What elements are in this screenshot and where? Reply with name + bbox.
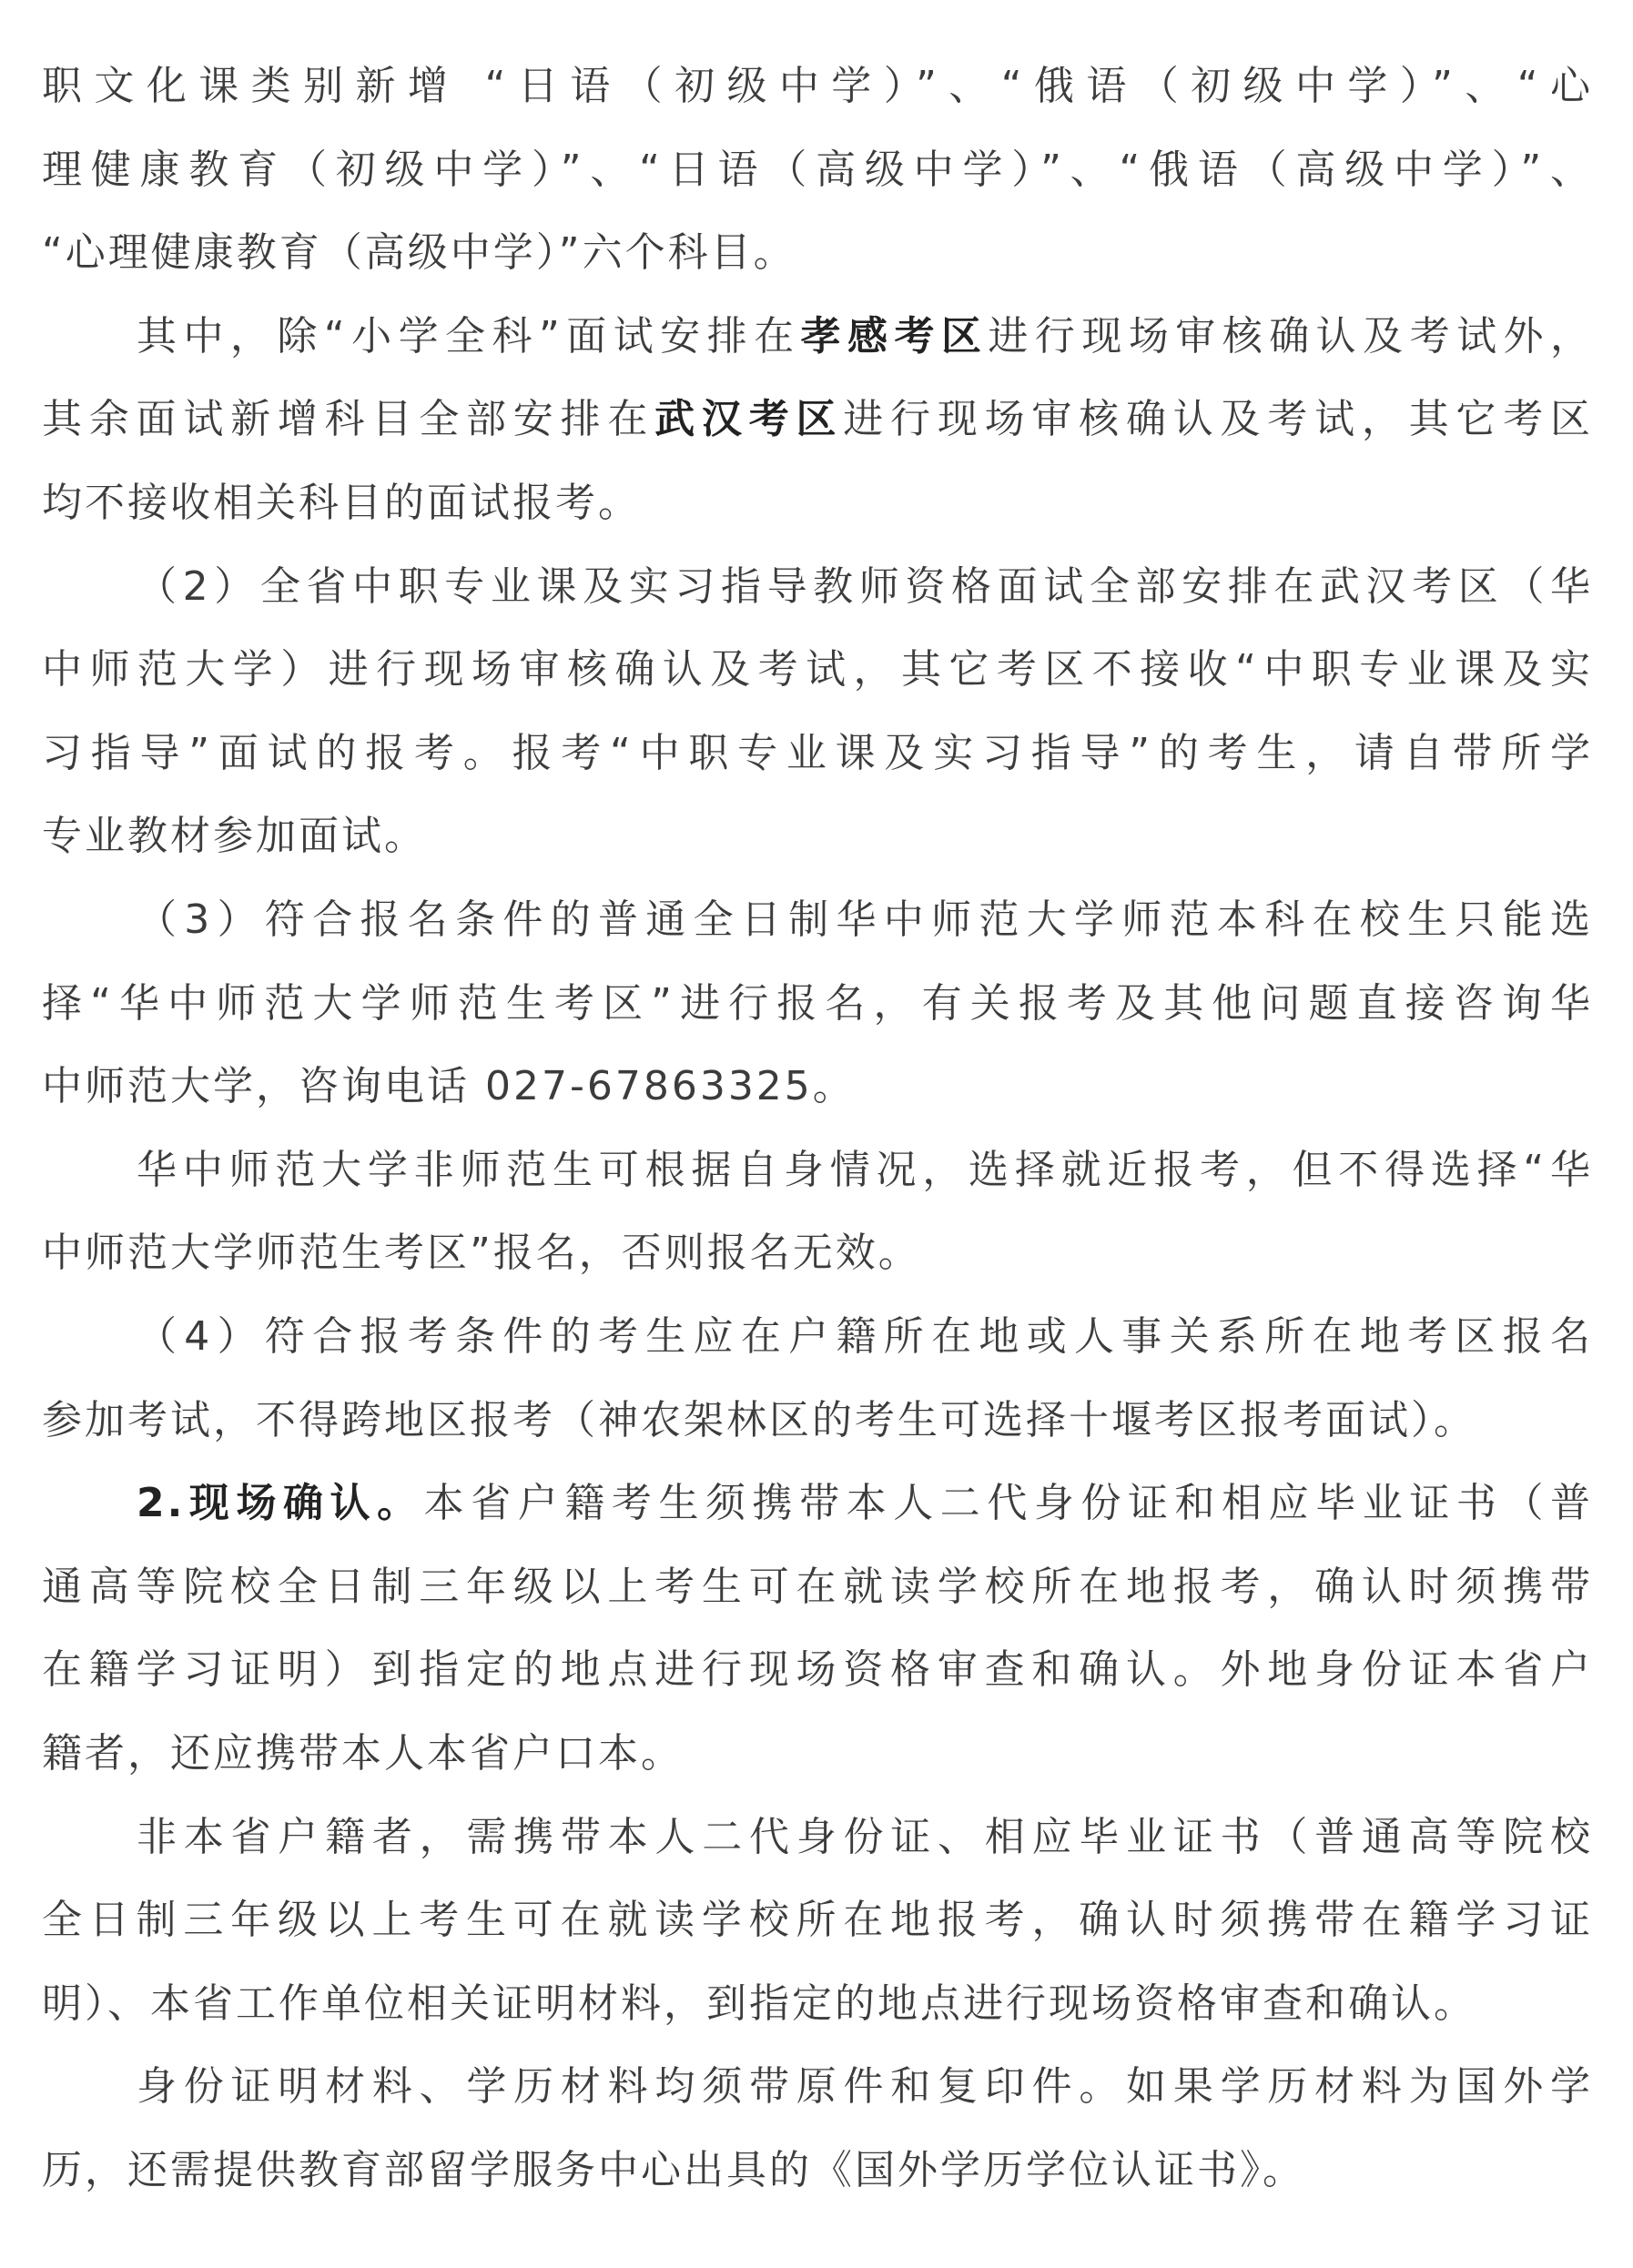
text-line bbox=[42, 893, 1593, 947]
text-segment: 其中，除“小学全科”面试安排在 bbox=[137, 312, 801, 359]
text-segment: 择“华中师范大学师范生考区”进行报名，有关报考及其他问题直接咨询华 bbox=[42, 979, 1593, 1027]
text-line bbox=[42, 809, 1593, 864]
text-line bbox=[42, 560, 1593, 614]
text-line bbox=[42, 2143, 1593, 2198]
text-line bbox=[42, 1977, 1593, 2031]
text-segment: “心理健康教育（高级中学）”六个科目。 bbox=[42, 229, 796, 277]
text-line bbox=[42, 1476, 1593, 1531]
text-segment: 均不接收相关科目的面试报考。 bbox=[42, 480, 641, 526]
text-segment: （4）符合报考条件的考生应在户籍所在地或人事关系所在地考区报名 bbox=[137, 1313, 1593, 1360]
text-line bbox=[42, 1810, 1593, 1865]
text-segment: 在籍学习证明）到指定的地点进行现场资格审查和确认。外地身份证本省户 bbox=[42, 1646, 1593, 1694]
text-line bbox=[42, 309, 1593, 364]
text-segment: 非本省户籍者，需携带本人二代身份证、相应毕业证书（普通高等院校 bbox=[137, 1813, 1593, 1860]
text-line bbox=[42, 2060, 1593, 2114]
text-line bbox=[42, 1059, 1593, 1114]
text-line bbox=[42, 1560, 1593, 1615]
text-line bbox=[42, 643, 1593, 697]
text-line bbox=[42, 392, 1593, 447]
text-line bbox=[42, 1393, 1593, 1448]
text-line bbox=[42, 726, 1593, 781]
text-segment: 理健康教育（初级中学）”、“日语（高级中学）”、“俄语（高级中学）”、 bbox=[42, 146, 1593, 193]
text-segment: （2）全省中职专业课及实习指导教师资格面试全部安排在武汉考区（华 bbox=[137, 562, 1593, 610]
bold-text: 武汉考区 bbox=[654, 396, 844, 443]
text-segment: 通高等院校全日制三年级以上考生可在就读学校所在地报考，确认时须携带 bbox=[42, 1563, 1593, 1610]
text-line bbox=[42, 1893, 1593, 1948]
bold-text: 孝感考区 bbox=[800, 312, 989, 359]
text-segment: 身份证明材料、学历材料均须带原件和复印件。如果学历材料为国外学 bbox=[137, 2063, 1593, 2111]
text-segment: 华中师范大学非师范生可根据自身情况，选择就近报考，但不得选择“华 bbox=[137, 1146, 1593, 1193]
text-segment: 进行现场审核确认及考试外， bbox=[988, 312, 1593, 359]
text-segment: 中师范大学，咨询电话 027-67863325。 bbox=[42, 1063, 856, 1110]
text-segment: 进行现场审核确认及考试，其它考区 bbox=[843, 396, 1593, 443]
text-line bbox=[42, 226, 1593, 280]
text-segment: 参加考试，不得跨地区报考（神农架林区的考生可选择十堰考区报考面试）。 bbox=[42, 1396, 1476, 1443]
text-segment: 全日制三年级以上考生可在就读学校所在地报考，确认时须携带在籍学习证 bbox=[42, 1897, 1593, 1944]
text-segment: 明）、本省工作单位相关证明材料，到指定的地点进行现场资格审查和确认。 bbox=[42, 1979, 1476, 2027]
text-segment: 历，还需提供教育部留学服务中心出具的《国外学历学位认证书》。 bbox=[42, 2147, 1305, 2193]
text-segment: 籍者，还应携带本人本省户口本。 bbox=[42, 1730, 684, 1777]
text-line bbox=[42, 143, 1593, 197]
text-line bbox=[42, 977, 1593, 1031]
text-line bbox=[42, 1643, 1593, 1697]
text-segment: 其余面试新增科目全部安排在 bbox=[42, 396, 655, 443]
text-line bbox=[42, 476, 1593, 531]
text-segment: 中师范大学）进行现场审核确认及考试，其它考区不接收“中职专业课及实 bbox=[42, 646, 1593, 694]
text-segment: （3）符合报名条件的普通全日制华中师范大学师范本科在校生只能选 bbox=[137, 896, 1593, 943]
text-line bbox=[42, 1143, 1593, 1198]
bold-text: 2.现场确认。 bbox=[137, 1480, 424, 1527]
text-line bbox=[42, 59, 1593, 114]
text-line bbox=[42, 1726, 1593, 1781]
text-line bbox=[42, 1310, 1593, 1364]
text-line bbox=[42, 1226, 1593, 1281]
text-segment: 职文化课类别新增 “日语（初级中学）”、“俄语（初级中学）”、“心 bbox=[42, 63, 1593, 109]
text-segment: 专业教材参加面试。 bbox=[42, 813, 427, 860]
text-segment: 习指导”面试的报考。报考“中职专业课及实习指导”的考生，请自带所学 bbox=[42, 729, 1593, 776]
text-segment: 本省户籍考生须携带本人二代身份证和相应毕业证书（普 bbox=[423, 1480, 1593, 1527]
text-segment: 中师范大学师范生考区”报名，否则报名无效。 bbox=[42, 1230, 921, 1277]
